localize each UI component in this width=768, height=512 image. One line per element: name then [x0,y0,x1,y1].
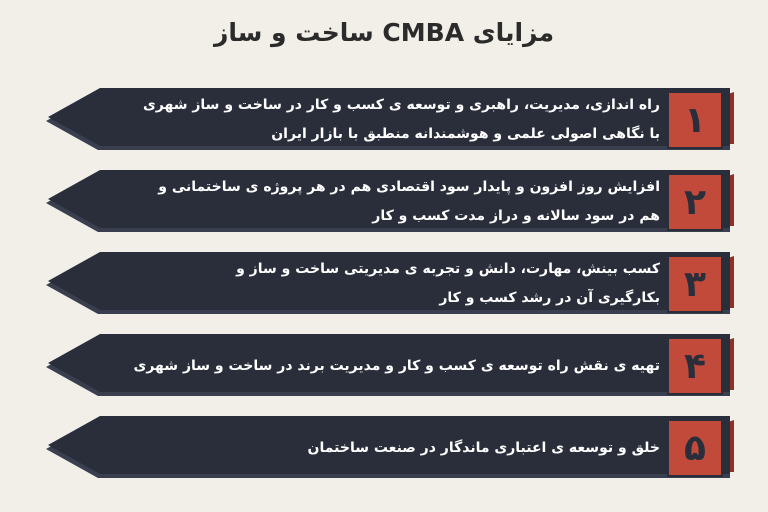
benefit-number-badge: ۵ [684,427,706,469]
page-title: مزایای CMBA ساخت و ساز [213,18,555,47]
benefit-text-line: هم در سود سالانه و دراز مدت کسب و کار [372,208,660,224]
benefit-item-2 [0,164,768,240]
benefit-text [100,252,660,316]
benefit-text-line: با نگاهی اصولی علمی و هوشمندانه منطبق با بازار ایران [271,126,660,142]
benefit-text-line: کسب بینش، مهارت، دانش و تجربه ی مدیریتی ساخت و ساز و [236,261,660,277]
benefit-text [100,416,660,480]
benefit-item-4 [0,328,768,404]
benefit-text-line: خلق و توسعه ی اعتباری ماندگار در صنعت ساختمان [307,439,660,456]
benefit-text [100,334,660,398]
benefit-text-line: افزایش روز افزون و پایدار سود اقتصادی هم در هر پروژه ی ساختمانی و [158,179,660,195]
benefit-item-5 [0,410,768,486]
benefit-number-badge: ۱ [684,99,706,141]
benefit-text [100,88,660,152]
benefit-text-line: بکارگیری آن در رشد کسب و کار [439,290,660,306]
benefit-number-badge: ۲ [684,181,706,223]
benefit-text-line: راه اندازی، مدیریت، راهبری و توسعه ی کسب و کار در ساخت و ساز شهری [142,97,660,113]
benefit-text [100,170,660,234]
benefit-text-line: تهیه ی نقش راه توسعه ی کسب و کار و مدیریت برند در ساخت و ساز شهری [133,357,660,374]
benefit-item-3 [0,246,768,322]
benefit-number-badge: ۳ [684,263,706,305]
benefit-number-badge: ۴ [684,345,706,387]
benefit-item-1 [0,82,768,158]
